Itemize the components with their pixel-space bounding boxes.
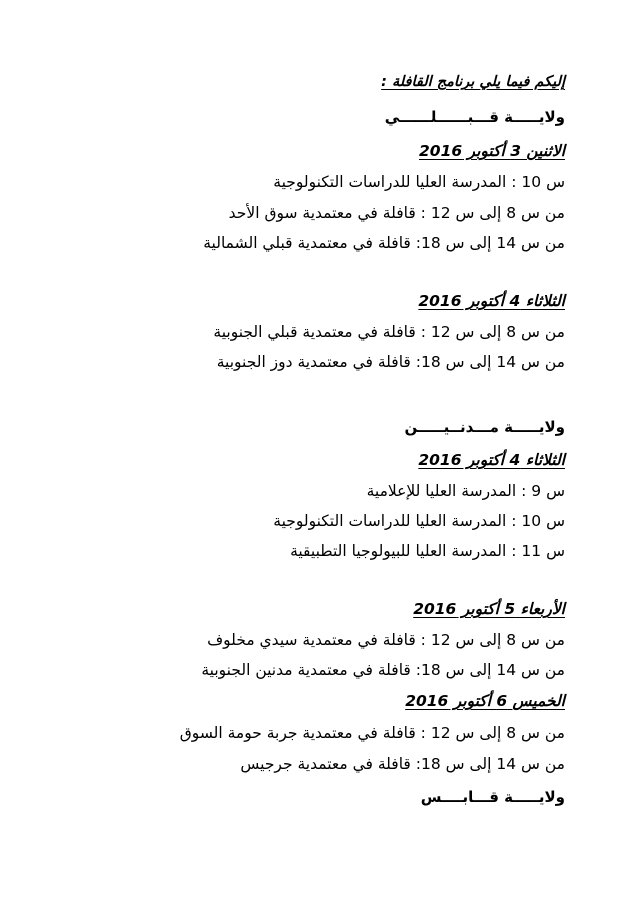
- schedule-line: س 10 : المدرسة العليا للدراسات التكنولوجية: [273, 173, 565, 191]
- schedule-line: من س 8 إلى س 12 : قافلة في معتمدية سوق الأحد: [228, 204, 565, 222]
- schedule-line: من س 8 إلى س 12 : قافلة في معتمدية جربة حومة السوق: [179, 724, 565, 742]
- date-heading: الاثنين 3 أكتوبر 2016: [419, 142, 565, 160]
- wilaya-heading-kebili: ولايـــــة قـــبــــــلــــــي: [384, 108, 565, 126]
- intro-heading: إليكم فيما يلي برنامج القافلة :: [381, 74, 565, 90]
- wilaya-heading-medenine: ولايـــــة مـــدنــيـــــن: [404, 418, 565, 436]
- date-heading: الثلاثاء 4 أكتوبر 2016: [418, 451, 565, 469]
- schedule-line: س 9 : المدرسة العليا للإعلامية: [366, 482, 565, 500]
- schedule-line: من س 14 إلى س 18: قافلة في معتمدية قبلي الشمالية: [203, 234, 565, 252]
- date-heading: الخميس 6 أكتوبر 2016: [405, 692, 565, 710]
- schedule-line: س 10 : المدرسة العليا للدراسات التكنولوجية: [273, 512, 565, 530]
- schedule-line: من س 8 إلى س 12 : قافلة في معتمدية قبلي الجنوبية: [213, 323, 565, 341]
- schedule-line: من س 14 إلى س 18: قافلة في معتمدية دوز الجنوبية: [216, 353, 565, 371]
- date-heading: الثلاثاء 4 أكتوبر 2016: [418, 292, 565, 310]
- schedule-line: من س 14 إلى س 18: قافلة في معتمدية مدنين الجنوبية: [201, 661, 565, 679]
- schedule-line: من س 8 إلى س 12 : قافلة في معتمدية سيدي مخلوف: [207, 631, 565, 649]
- date-heading: الأربعاء 5 أكتوبر 2016: [413, 600, 565, 618]
- schedule-line: س 11 : المدرسة العليا للبيولوجيا التطبيقية: [290, 542, 565, 560]
- schedule-line: من س 14 إلى س 18: قافلة في معتمدية جرجيس: [240, 755, 565, 773]
- wilaya-heading-gabes: ولايـــــة قـــابــــس: [420, 788, 565, 806]
